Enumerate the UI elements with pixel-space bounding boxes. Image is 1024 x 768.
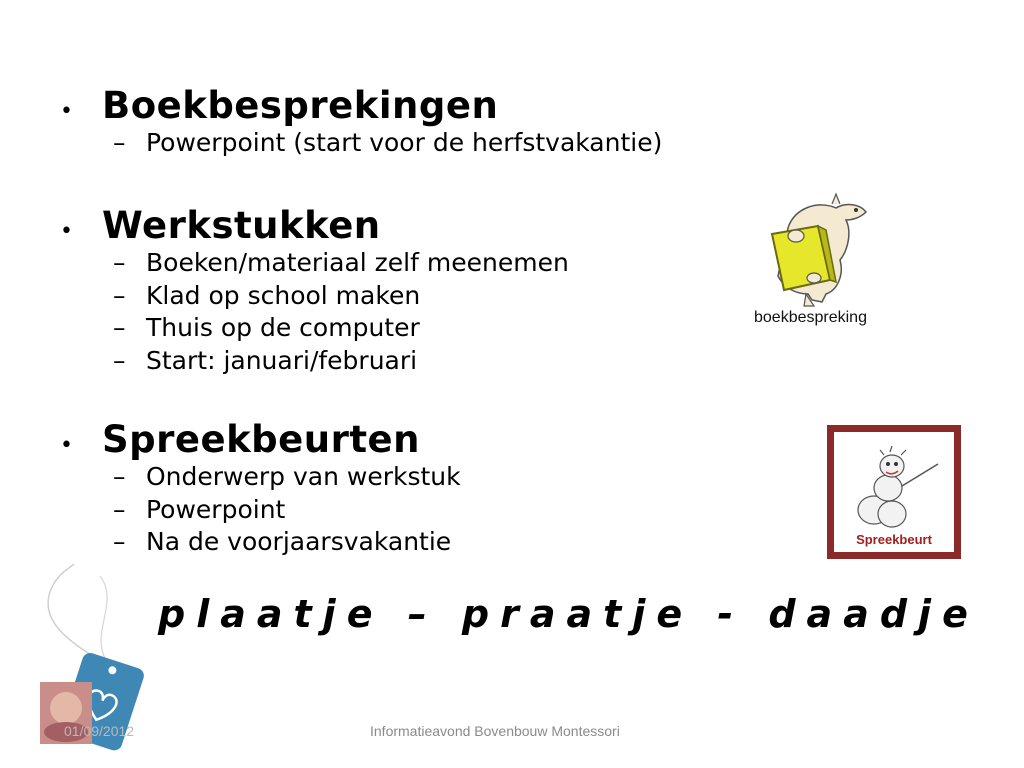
list-item: – Klad op school maken <box>113 280 421 310</box>
speech-caption: Spreekbeurt <box>856 532 932 547</box>
list-item: – Boeken/materiaal zelf meenemen <box>113 248 569 277</box>
list-item: – Na de voorjaarsvakantie <box>113 527 452 556</box>
bullet-icon: • <box>60 219 73 244</box>
bullet-icon: • <box>60 433 73 458</box>
speaker-figure-icon <box>826 424 962 560</box>
footer-title: Informatieavond Bovenbouw Montessori <box>370 723 620 739</box>
list-item: – Start: januari/februari <box>113 345 418 375</box>
section-werkstukken <box>60 204 569 377</box>
section-heading: Spreekbeurten <box>102 418 420 461</box>
footer-date: 01/09/2012 <box>64 723 135 739</box>
section-heading: Boekbesprekingen <box>102 84 499 127</box>
book-caption: boekbespreking <box>754 309 867 326</box>
list-item: – Powerpoint (start voor de herfstvakantie) <box>113 128 663 157</box>
bullet-icon: • <box>60 99 73 124</box>
list-item: – Onderwerp van werkstuk <box>113 462 461 491</box>
book-creature-icon <box>748 190 878 330</box>
section-boekbesprekingen <box>60 84 662 160</box>
section-heading: Werkstukken <box>102 204 381 247</box>
list-item: – Thuis op de computer <box>113 313 420 342</box>
section-spreekbeurten <box>60 418 461 559</box>
list-item: – Powerpoint <box>113 494 286 524</box>
slogan: plaatje – praatje - daadje <box>158 592 979 636</box>
